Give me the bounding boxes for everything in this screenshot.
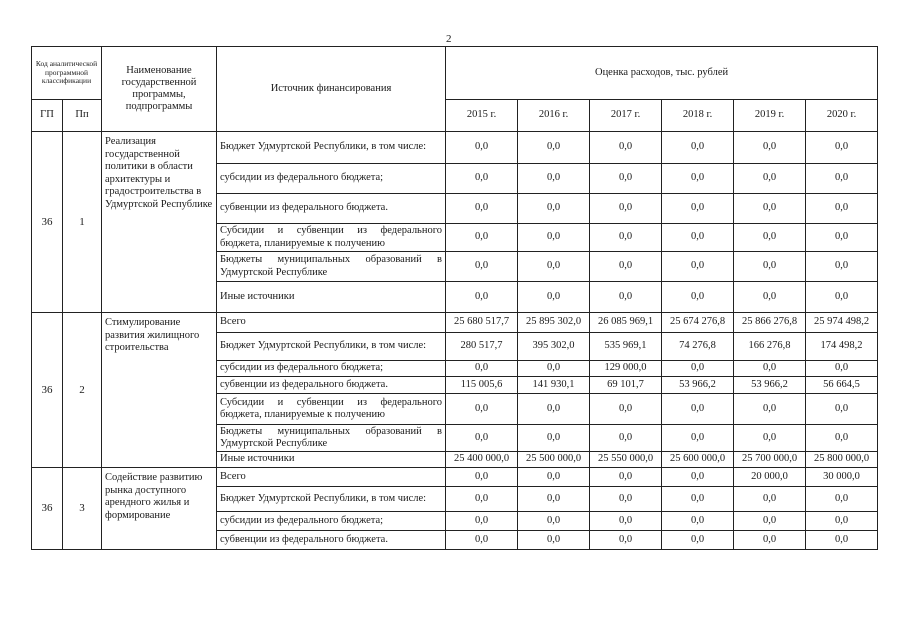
expense-value: 0,0: [446, 132, 518, 164]
funding-source: Иные источники: [217, 282, 446, 313]
expense-value: 0,0: [518, 361, 590, 377]
funding-source: Бюджеты муниципальных образований в Удмуртской Республике: [217, 425, 446, 452]
expense-value: 0,0: [734, 512, 806, 531]
expense-value: 0,0: [806, 531, 878, 550]
expense-value: 0,0: [806, 361, 878, 377]
gp-code: 36: [32, 468, 63, 550]
expense-value: 0,0: [446, 531, 518, 550]
expense-value: 0,0: [518, 425, 590, 452]
expense-value: 0,0: [662, 394, 734, 425]
expense-value: 174 498,2: [806, 333, 878, 361]
expense-value: 535 969,1: [590, 333, 662, 361]
expense-value: 0,0: [590, 194, 662, 224]
expense-value: 25 974 498,2: [806, 313, 878, 333]
expense-value: 0,0: [446, 282, 518, 313]
table-row: [32, 468, 878, 487]
expense-value: 141 930,1: [518, 377, 590, 394]
expense-value: 0,0: [590, 164, 662, 194]
page-bottom-edge: [31, 580, 877, 640]
expenditure-table: [31, 46, 878, 550]
expense-value: 0,0: [662, 132, 734, 164]
expense-value: 25 700 000,0: [734, 452, 806, 468]
funding-source: субсидии из федерального бюджета;: [217, 164, 446, 194]
pp-code: 1: [63, 132, 102, 313]
expense-value: 0,0: [662, 282, 734, 313]
year-header: 2016 г.: [518, 100, 590, 132]
year-header: 2018 г.: [662, 100, 734, 132]
expense-value: 0,0: [806, 512, 878, 531]
expense-value: 0,0: [662, 531, 734, 550]
expense-value: 53 966,2: [734, 377, 806, 394]
expense-value: 0,0: [518, 468, 590, 487]
expense-value: 0,0: [662, 361, 734, 377]
expense-value: 0,0: [734, 531, 806, 550]
program-name: Реализация государственной политики в области архитектуры и градостроительства в Удмуртской Республике: [102, 132, 217, 313]
pp-header: Пп: [63, 100, 102, 132]
funding-source: Бюджет Удмуртской Республики, в том числе:: [217, 487, 446, 512]
expense-value: 69 101,7: [590, 377, 662, 394]
expense-value: 129 000,0: [590, 361, 662, 377]
expense-value: 0,0: [518, 487, 590, 512]
expense-value: 0,0: [446, 394, 518, 425]
expense-value: 0,0: [806, 487, 878, 512]
expense-value: 0,0: [806, 282, 878, 313]
expense-value: 0,0: [446, 512, 518, 531]
expense-value: 0,0: [446, 487, 518, 512]
expense-value: 0,0: [734, 394, 806, 425]
expense-value: 0,0: [734, 425, 806, 452]
expense-value: 25 680 517,7: [446, 313, 518, 333]
expense-value: 0,0: [806, 252, 878, 282]
expense-value: 0,0: [518, 394, 590, 425]
expense-value: 0,0: [662, 224, 734, 252]
expense-value: 0,0: [806, 425, 878, 452]
expense-value: 0,0: [518, 164, 590, 194]
expense-value: 0,0: [518, 224, 590, 252]
expense-value: 166 276,8: [734, 333, 806, 361]
expense-value: 0,0: [662, 425, 734, 452]
year-header: 2017 г.: [590, 100, 662, 132]
expense-value: 0,0: [590, 252, 662, 282]
expense-value: 0,0: [734, 252, 806, 282]
expense-value: 115 005,6: [446, 377, 518, 394]
code-header: Код аналитической программной классификации: [32, 47, 102, 100]
expense-value: 0,0: [518, 194, 590, 224]
expense-value: 0,0: [446, 361, 518, 377]
estimate-header: Оценка расходов, тыс. рублей: [446, 47, 878, 100]
expense-value: 26 085 969,1: [590, 313, 662, 333]
expense-value: 395 302,0: [518, 333, 590, 361]
expense-value: 25 600 000,0: [662, 452, 734, 468]
expense-value: 25 400 000,0: [446, 452, 518, 468]
expense-value: 0,0: [590, 468, 662, 487]
expense-value: 0,0: [806, 132, 878, 164]
year-header: 2019 г.: [734, 100, 806, 132]
funding-source: субвенции из федерального бюджета.: [217, 531, 446, 550]
expense-value: 0,0: [590, 512, 662, 531]
expense-value: 0,0: [518, 531, 590, 550]
pp-code: 3: [63, 468, 102, 550]
expense-value: 0,0: [806, 164, 878, 194]
expense-value: 0,0: [734, 132, 806, 164]
funding-source-header: Источник финансирования: [217, 47, 446, 132]
funding-source: субвенции из федерального бюджета.: [217, 194, 446, 224]
expense-value: 20 000,0: [734, 468, 806, 487]
expense-value: 0,0: [446, 425, 518, 452]
expense-value: 0,0: [590, 224, 662, 252]
expense-value: 0,0: [446, 252, 518, 282]
expense-value: 0,0: [734, 164, 806, 194]
expense-value: 0,0: [446, 164, 518, 194]
funding-source: Бюджет Удмуртской Республики, в том числе:: [217, 333, 446, 361]
expense-value: 0,0: [734, 487, 806, 512]
expense-value: 25 895 302,0: [518, 313, 590, 333]
expense-value: 56 664,5: [806, 377, 878, 394]
funding-source: Субсидии и субвенции из федерального бюджета, планируемые к получению: [217, 224, 446, 252]
table-row: [32, 132, 878, 164]
expense-value: 25 550 000,0: [590, 452, 662, 468]
expense-value: 25 866 276,8: [734, 313, 806, 333]
pp-code: 2: [63, 313, 102, 468]
expense-value: 0,0: [518, 132, 590, 164]
funding-source: Всего: [217, 468, 446, 487]
expense-value: 0,0: [662, 468, 734, 487]
funding-source: Иные источники: [217, 452, 446, 468]
program-name: Содействие развитию рынка доступного арендного жилья и формирование: [102, 468, 217, 550]
program-name-header: Наименование государственной программы, подпрограммы: [102, 47, 217, 132]
year-header: 2020 г.: [806, 100, 878, 132]
expense-value: 0,0: [806, 194, 878, 224]
expense-value: 280 517,7: [446, 333, 518, 361]
funding-source: Субсидии и субвенции из федерального бюджета, планируемые к получению: [217, 394, 446, 425]
expense-value: 0,0: [446, 194, 518, 224]
year-header: 2015 г.: [446, 100, 518, 132]
gp-header: ГП: [32, 100, 63, 132]
expense-value: 0,0: [518, 512, 590, 531]
expense-value: 74 276,8: [662, 333, 734, 361]
expense-value: 0,0: [734, 224, 806, 252]
expense-value: 0,0: [662, 194, 734, 224]
expense-value: 53 966,2: [662, 377, 734, 394]
funding-source: Бюджеты муниципальных образований в Удмуртской Республике: [217, 252, 446, 282]
expense-value: 0,0: [662, 164, 734, 194]
expense-value: 0,0: [662, 512, 734, 531]
page-number: 2: [446, 33, 452, 45]
expense-value: 0,0: [662, 487, 734, 512]
expense-value: 30 000,0: [806, 468, 878, 487]
funding-source: субвенции из федерального бюджета.: [217, 377, 446, 394]
expense-value: 0,0: [734, 361, 806, 377]
funding-source: субсидии из федерального бюджета;: [217, 512, 446, 531]
expense-value: 0,0: [590, 425, 662, 452]
expense-value: 0,0: [734, 282, 806, 313]
expense-value: 0,0: [590, 394, 662, 425]
table-row: [32, 313, 878, 333]
expense-value: 0,0: [518, 282, 590, 313]
funding-source: Бюджет Удмуртской Республики, в том числе:: [217, 132, 446, 164]
gp-code: 36: [32, 313, 63, 468]
expense-value: 0,0: [446, 468, 518, 487]
expense-value: 0,0: [446, 224, 518, 252]
expense-value: 0,0: [806, 394, 878, 425]
expense-value: 0,0: [590, 531, 662, 550]
expense-value: 0,0: [806, 224, 878, 252]
gp-code: 36: [32, 132, 63, 313]
expense-value: 25 500 000,0: [518, 452, 590, 468]
expense-value: 0,0: [590, 132, 662, 164]
funding-source: субсидии из федерального бюджета;: [217, 361, 446, 377]
expense-value: 0,0: [662, 252, 734, 282]
expense-value: 0,0: [518, 252, 590, 282]
program-name: Стимулирование развития жилищного строительства: [102, 313, 217, 468]
expense-value: 0,0: [734, 194, 806, 224]
funding-source: Всего: [217, 313, 446, 333]
expense-value: 25 800 000,0: [806, 452, 878, 468]
expense-value: 0,0: [590, 282, 662, 313]
expense-value: 0,0: [590, 487, 662, 512]
expense-value: 25 674 276,8: [662, 313, 734, 333]
